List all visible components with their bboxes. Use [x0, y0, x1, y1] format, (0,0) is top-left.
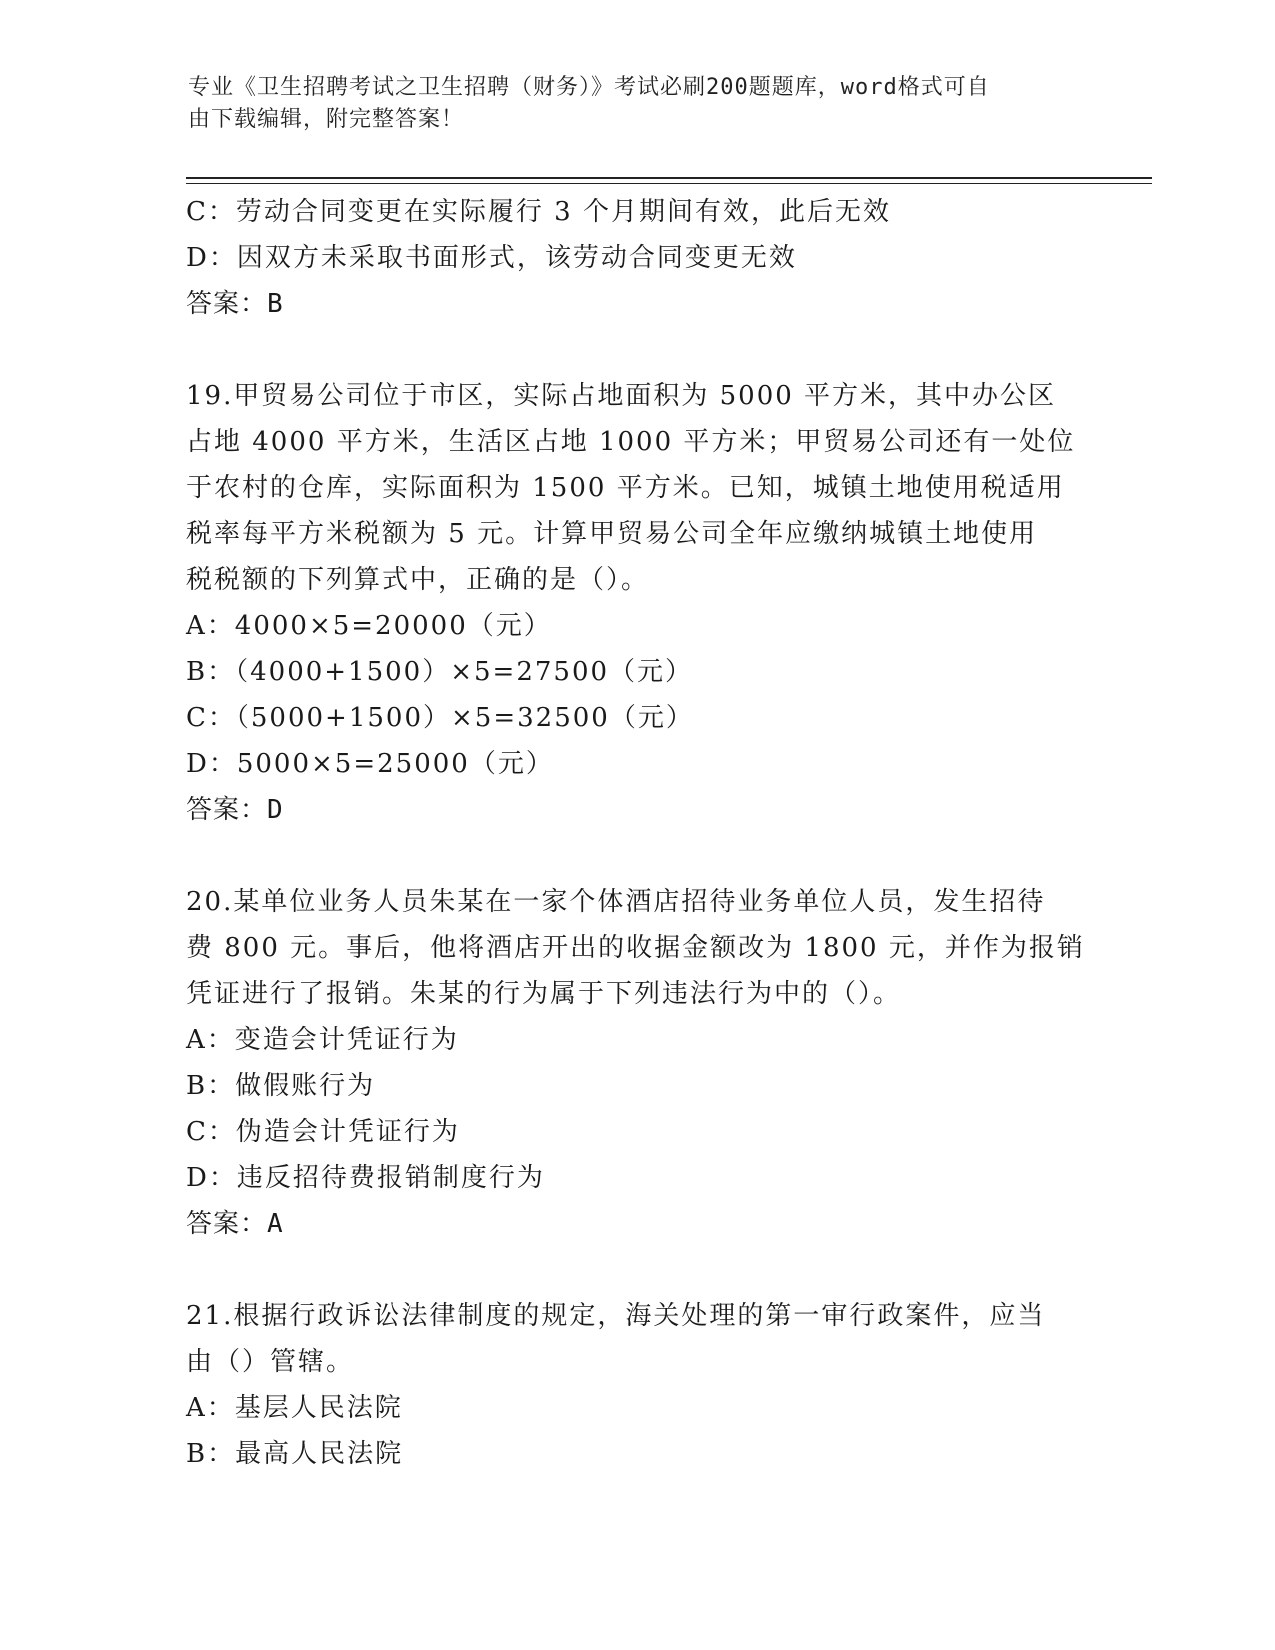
option-a: A：变造会计凭证行为 [186, 1025, 459, 1055]
option-b: B：做假账行为 [186, 1071, 376, 1101]
question-19 [186, 373, 1086, 833]
spacer [186, 833, 1086, 879]
page-header [188, 72, 1068, 136]
question-text-line: 税率每平方米税额为 5 元。计算甲贸易公司全年应缴纳城镇土地使用 [186, 519, 1038, 549]
question-text-line: 于农村的仓库，实际面积为 1500 平方米。已知，城镇土地使用税适用 [186, 473, 1065, 503]
option-c: C：（5000+1500）×5=32500（元） [186, 703, 694, 733]
option-d: D：因双方未采取书面形式，该劳动合同变更无效 [186, 243, 797, 273]
question-text-line: 占地 4000 平方米，生活区占地 1000 平方米；甲贸易公司还有一处位 [186, 427, 1076, 457]
spacer [186, 327, 1086, 373]
answer: 答案：D [186, 795, 284, 825]
header-divider-thin [186, 183, 1152, 184]
header-line-2: 由下载编辑，附完整答案！ [188, 107, 465, 132]
option-a: A：4000×5=20000（元） [186, 611, 552, 641]
question-text-line: 19.甲贸易公司位于市区，实际占地面积为 5000 平方米，其中办公区 [186, 381, 1057, 411]
spacer [186, 1247, 1086, 1293]
question-text-line: 费 800 元。事后，他将酒店开出的收据金额改为 1800 元，并作为报销 [186, 933, 1085, 963]
question-text-line: 由（）管辖。 [186, 1347, 355, 1377]
document-body [186, 189, 1086, 1477]
option-c: C：劳动合同变更在实际履行 3 个月期间有效，此后无效 [186, 197, 891, 227]
option-c: C：伪造会计凭证行为 [186, 1117, 460, 1147]
option-d: D：5000×5=25000（元） [186, 749, 554, 779]
header-divider-thick [186, 177, 1152, 179]
answer: 答案：B [186, 289, 284, 319]
question-text-line: 税税额的下列算式中，正确的是（）。 [186, 565, 650, 595]
option-a: A：基层人民法院 [186, 1393, 403, 1423]
answer: 答案：A [186, 1209, 284, 1239]
question-text-line: 凭证进行了报销。朱某的行为属于下列违法行为中的（）。 [186, 979, 902, 1009]
question-text-line: 20.某单位业务人员朱某在一家个体酒店招待业务单位人员，发生招待 [186, 887, 1046, 917]
option-b: B：最高人民法院 [186, 1439, 404, 1469]
question-21 [186, 1293, 1086, 1477]
option-d: D：违反招待费报销制度行为 [186, 1163, 545, 1193]
header-line-1: 专业《卫生招聘考试之卫生招聘（财务）》考试必刷200题题库，word格式可自 [188, 75, 990, 100]
question-20 [186, 879, 1086, 1247]
option-b: B：（4000+1500）×5=27500（元） [186, 657, 694, 687]
question-text-line: 21.根据行政诉讼法律制度的规定，海关处理的第一审行政案件，应当 [186, 1301, 1046, 1331]
